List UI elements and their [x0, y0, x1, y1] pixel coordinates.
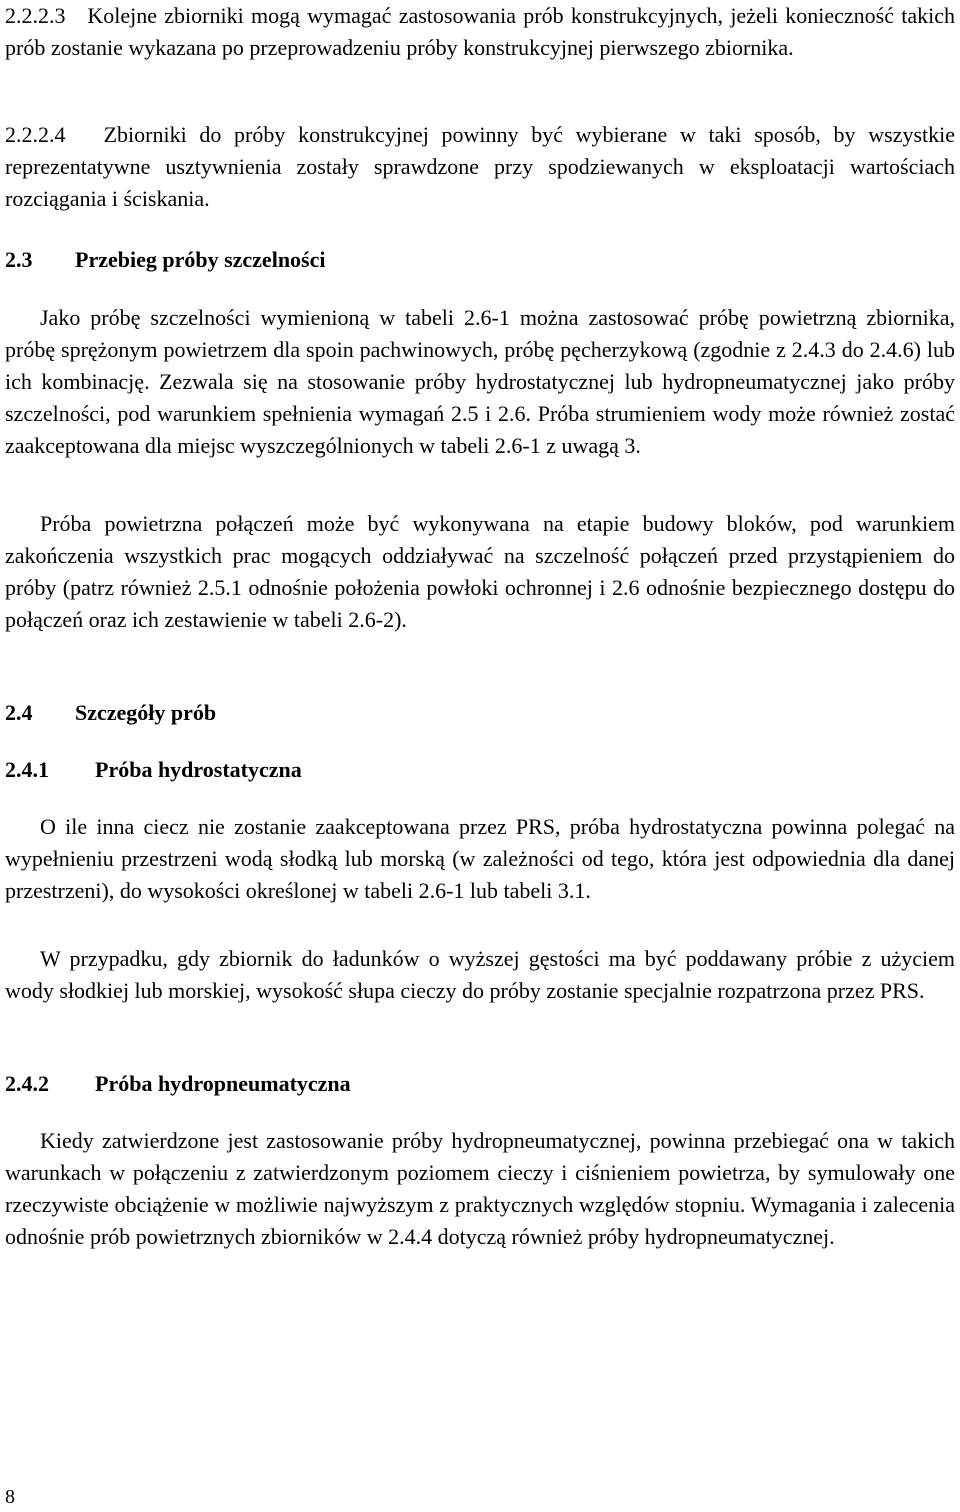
heading-title: Próba hydropneumatyczna: [95, 1071, 351, 1096]
section-heading-2-4-2: [5, 1068, 351, 1100]
paragraph-2-2-2-3: [5, 0, 955, 64]
section-heading-2-4-1: [5, 754, 302, 786]
paragraph-text: Zbiorniki do próby konstrukcyjnej powinny być wybierane w taki sposób, by wszystkie reprezentatywne usztywnienia zostały sprawdzone przy spodziewanych w eksploatacji wartościach rozciągania i ściskania.: [5, 122, 955, 211]
paragraph-number: 2.2.2.4: [5, 122, 66, 147]
section-heading-2-3: [5, 244, 326, 276]
section-heading-2-4: [5, 697, 216, 729]
heading-title: Przebieg próby szczelności: [75, 247, 326, 272]
paragraph-text: Kolejne zbiorniki mogą wymagać zastosowania prób konstrukcyjnych, jeżeli konieczność takich prób zostanie wykazana po przeprowadzeniu próby konstrukcyjnej pierwszego zbiornika.: [5, 3, 955, 60]
paragraph-2-3-a: Jako próbę szczelności wymienioną w tabeli 2.6-1 można zastosować próbę powietrzną zbiornika, próbę sprężonym powietrzem dla spoin pachwinowych, próbę pęcherzykową (zgodnie z 2.4.3 do 2.4.6) lub ich kombinację. Zezwala się na stosowanie próby hydrostatycznej lub hydropneumatycznej jako próby szczelności, pod warunkiem spełnienia wymagań 2.5 i 2.6. Próba strumieniem wody może również zostać zaakceptowana dla miejsc wyszczególnionych w tabeli 2.6-1 z uwagą 3.: [5, 305, 955, 458]
heading-number: 2.4.1: [5, 757, 49, 782]
paragraph-number: 2.2.2.3: [5, 3, 66, 28]
paragraph-2-3-b: Próba powietrzna połączeń może być wykonywana na etapie budowy bloków, pod warunkiem zakończenia wszystkich prac mogących oddziaływać na szczelność połączeń przed przystąpieniem do próby (patrz również 2.5.1 odnośnie położenia powłoki ochronnej i 2.6 odnośnie bezpiecznego dostępu do połączeń oraz ich zestawienie w tabeli 2.6-2).: [5, 511, 955, 632]
page-number: 8: [5, 1486, 15, 1508]
heading-number: 2.4.2: [5, 1071, 49, 1096]
paragraph-2-4-1-b: W przypadku, gdy zbiornik do ładunków o wyższej gęstości ma być poddawany próbie z użyciem wody słodkiej lub morskiej, wysokość słupa cieczy do próby zostanie specjalnie rozpatrzona przez PRS.: [5, 946, 955, 1003]
heading-title: Szczegóły prób: [75, 700, 217, 725]
heading-number: 2.3: [5, 247, 33, 272]
paragraph-2-4-1-a: O ile inna ciecz nie zostanie zaakceptowana przez PRS, próba hydrostatyczna powinna polegać na wypełnieniu przestrzeni wodą słodką lub morską (w zależności od tego, która jest odpowiednia dla danej przestrzeni), do wysokości określonej w tabeli 2.6-1 lub tabeli 3.1.: [5, 814, 955, 903]
paragraph-2-2-2-4: [5, 119, 955, 215]
heading-title: Próba hydrostatyczna: [95, 757, 302, 782]
heading-number: 2.4: [5, 700, 33, 725]
paragraph-2-4-2: Kiedy zatwierdzone jest zastosowanie próby hydropneumatycznej, powinna przebiegać ona w takich warunkach w połączeniu z zatwierdzonym poziomem cieczy i ciśnieniem powietrza, by symulowały one rzeczywiste obciążenie w możliwie najwyższym z praktycznych względów stopniu. Wymagania i zalecenia odnośnie prób powietrznych zbiorników w 2.4.4 dotyczą również próby hydropneumatycznej.: [5, 1128, 955, 1249]
